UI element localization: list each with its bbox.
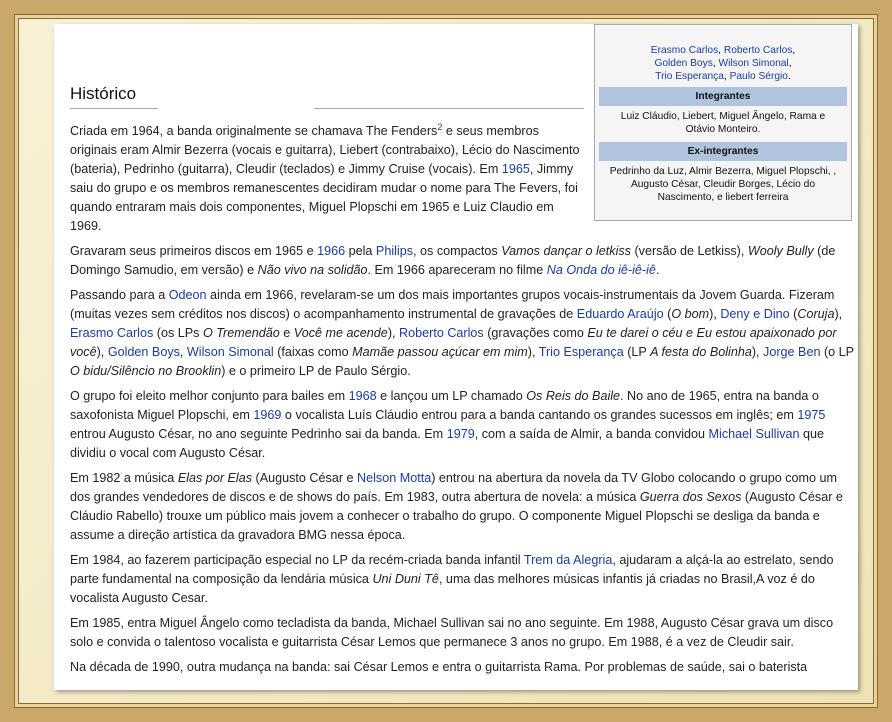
section-title: Histórico bbox=[70, 84, 137, 103]
article-body bbox=[70, 122, 856, 683]
article-text: ) e o primeiro LP de Paulo Sérgio. bbox=[221, 364, 411, 378]
article-text: Wooly Bully bbox=[747, 244, 814, 258]
infobox-link-paulo-sergio[interactable]: Paulo Sérgio bbox=[729, 71, 788, 82]
infobox-link-trio-esperanca[interactable]: Trio Esperança bbox=[655, 71, 724, 82]
article-paragraph bbox=[70, 286, 856, 381]
article-link[interactable]: 1969 bbox=[253, 408, 282, 422]
article-link[interactable]: Michael Sullivan bbox=[708, 427, 800, 441]
article-paragraph bbox=[70, 387, 856, 463]
article-text: O Tremendão bbox=[202, 326, 280, 340]
article-text: ), bbox=[751, 345, 764, 359]
article-text: que dividiu o vocal com Augusto César. bbox=[70, 427, 825, 460]
article-link[interactable]: Wilson Simonal bbox=[186, 345, 274, 359]
article-text: (de Domingo Samudio, em versão) e bbox=[70, 244, 836, 277]
article-link[interactable]: Nelson Motta bbox=[357, 471, 432, 485]
article-text: Elas por Elas bbox=[177, 471, 253, 485]
article-text: ), bbox=[96, 345, 108, 359]
article-text: A festa do Bolinha bbox=[650, 345, 752, 359]
article-text: , bbox=[179, 345, 187, 359]
article-text: ( bbox=[663, 307, 672, 321]
article-text: ) entrou na abertura da novela da TV Globo colocando o grupo como um dos grandes vendedores de discos e de shows do país. Em 1983, outra abertura de novela: a música bbox=[70, 471, 838, 504]
article-text: (os LPs bbox=[153, 326, 203, 340]
article-link[interactable]: 1968 bbox=[348, 389, 377, 403]
article-text: O bom bbox=[671, 307, 710, 321]
article-text: Eu te darei o céu e Eu estou apaixonado por você bbox=[70, 326, 837, 359]
article-text: Não vivo na solidão bbox=[257, 263, 368, 277]
article-text: Você me acende bbox=[293, 326, 388, 340]
article-text: ), bbox=[387, 326, 400, 340]
article-text: O grupo foi eleito melhor conjunto para bailes em bbox=[70, 389, 349, 403]
article-text: (faixas como bbox=[273, 345, 353, 359]
article-text: Vamos dançar o letkiss bbox=[501, 244, 631, 258]
infobox-heading-ex-integrantes: Ex-integrantes bbox=[599, 142, 847, 161]
article-paragraph bbox=[70, 242, 838, 280]
article-link[interactable]: Erasmo Carlos bbox=[70, 326, 154, 340]
article-text: Mamãe passou açúcar em mim bbox=[352, 345, 528, 359]
article-link[interactable]: 2 bbox=[437, 121, 443, 132]
article-link[interactable]: Odeon bbox=[168, 288, 207, 302]
article-link[interactable]: Roberto Carlos bbox=[399, 326, 484, 340]
article-text: Guerra dos Sexos bbox=[639, 490, 742, 504]
article-link[interactable]: 1965 bbox=[501, 162, 530, 176]
article-text: Em 1984, ao fazerem participação especial no LP da recém-criada banda infantil bbox=[70, 553, 524, 567]
article-text: Passando para a bbox=[70, 288, 169, 302]
article-text: (o LP bbox=[820, 345, 854, 359]
article-text: ainda em 1966, revelaram-se um dos mais importantes grupos vocais-instrumentais da Jovem Guarda. Fizeram (muitas vezes sem créditos nos discos) o acompanhamento instrumental de gravações de bbox=[70, 288, 835, 321]
article-text: O bidu/Silêncio no Brooklin bbox=[70, 364, 222, 378]
article-text: , ajudaram a alçá-la ao estrelato, sendo parte fundamental na composição da lendária música bbox=[70, 553, 834, 586]
article-text: . No ano de 1965, entra na banda o saxofonista Miguel Plopschi, em bbox=[70, 389, 819, 422]
article-text: pela bbox=[345, 244, 376, 258]
article-text: , uma das melhores músicas infantis já criadas no Brasil,A voz é do vocalista Augusto Cesar. bbox=[70, 572, 815, 605]
article-link[interactable]: Trio Esperança bbox=[538, 345, 624, 359]
article-link[interactable]: Eduardo Araújo bbox=[576, 307, 664, 321]
article-link[interactable]: 1975 bbox=[797, 408, 826, 422]
article-paragraph bbox=[70, 469, 856, 545]
article-text: , os compactos bbox=[413, 244, 502, 258]
article-text: Em 1982 a música bbox=[70, 471, 178, 485]
section-rule bbox=[70, 108, 158, 109]
article-text: (Augusto César e Cláudio Rabello) trouxe um público mais jovem a conhecer o trabalho do grupo. O componente Miguel Plopschi se desliga da banda e assume a direção artística da gravadora BMG nessa época. bbox=[70, 490, 843, 542]
infobox-link-erasmo-carlos[interactable]: Erasmo Carlos bbox=[650, 45, 719, 56]
infobox-heading-integrantes: Integrantes bbox=[599, 87, 847, 106]
article-text: ), bbox=[709, 307, 721, 321]
infobox-ex-integrantes: Pedrinho da Luz, Almir Bezerra, Miguel Plopschi, , Augusto César, Cleudir Borges, Lécio do Nascimento, e liebert ferreira bbox=[609, 166, 837, 203]
article-text: entrou Augusto César, no ano seguinte Pedrinho sai da banda. Em bbox=[70, 427, 447, 441]
article-text: o vocalista Luís Cláudio entrou para a banda cantando os grandes sucessos em inglês; em bbox=[281, 408, 798, 422]
article-link[interactable]: Philips bbox=[375, 244, 414, 258]
infobox-link-wilson-simonal[interactable]: Wilson Simonal bbox=[718, 58, 789, 69]
article-text: (Augusto César e bbox=[252, 471, 358, 485]
article-text: e seus membros originais eram Almir Bezerra (vocais e guitarra), Liebert (contrabaixo), Lécio do Nascimento (bateria), Pedrinho (guitarra), Cleudir (teclados) e Jimmy Cruise (vocais). Em bbox=[70, 124, 580, 176]
article-paragraph bbox=[70, 551, 856, 608]
article-paragraph bbox=[70, 614, 856, 652]
article-link[interactable]: 1966 bbox=[317, 244, 346, 258]
article-text: (LP bbox=[623, 345, 651, 359]
article-text: e bbox=[279, 326, 294, 340]
article-text: Na década de 1990, outra mudança na banda: sai César Lemos e entra o guitarrista Rama. Por problemas de saúde, sai o baterista bbox=[70, 660, 808, 674]
article-text: Coruja bbox=[797, 307, 835, 321]
article-text: ), bbox=[527, 345, 539, 359]
article-text: Uni Duni Tê bbox=[372, 572, 439, 586]
article-link[interactable]: Deny e Dino bbox=[720, 307, 790, 321]
article-text: Os Reis do Baile bbox=[526, 389, 621, 403]
article-text: , Jimmy saiu do grupo e os membros remanescentes decidiram mudar o nome para The Fevers, foi quando entraram mais dois componentes, Miguel Plopschi em 1965 e Luiz Claudio em 1969. bbox=[70, 162, 578, 233]
article-link[interactable]: Trem da Alegria bbox=[523, 553, 613, 567]
article-text: Criada em 1964, a banda originalmente se chamava The Fenders bbox=[70, 124, 438, 138]
article-text: ( bbox=[789, 307, 798, 321]
article-page bbox=[54, 24, 858, 690]
article-text: , com a saída de Almir, a banda convidou bbox=[474, 427, 709, 441]
infobox-associated-acts: Erasmo Carlos, Roberto Carlos, Golden Boys, Wilson Simonal, Trio Esperança, Paulo Sérgio. bbox=[650, 45, 796, 82]
article-text: (versão de Letkiss), bbox=[630, 244, 748, 258]
article-text: (gravações como bbox=[483, 326, 588, 340]
article-paragraph bbox=[70, 122, 582, 236]
article-text: Gravaram seus primeiros discos em 1965 e bbox=[70, 244, 318, 258]
article-paragraph bbox=[70, 658, 856, 677]
article-text: e lançou um LP chamado bbox=[376, 389, 527, 403]
infobox-integrantes: Luiz Cláudio, Liebert, Miguel Ângelo, Rama e Otávio Monteiro. bbox=[620, 111, 826, 135]
infobox-link-golden-boys[interactable]: Golden Boys bbox=[654, 58, 713, 69]
article-text: . bbox=[655, 263, 660, 277]
article-link[interactable]: Golden Boys bbox=[107, 345, 180, 359]
infobox-link-roberto-carlos[interactable]: Roberto Carlos bbox=[723, 45, 793, 56]
article-text: Em 1985, entra Miguel Ângelo como tecladista da banda, Michael Sullivan sai no ano seguinte. Em 1988, Augusto César grava um disco solo e convida o talentoso vocalista e guitarrista César Lemos que permanece 3 anos no grupo. Em 1988, é a vez de Cleudir sair. bbox=[70, 616, 834, 649]
article-link[interactable]: Jorge Ben bbox=[763, 345, 821, 359]
article-text: ), bbox=[834, 307, 843, 321]
article-link[interactable]: Na Onda do iê-iê-iê bbox=[546, 263, 656, 277]
article-text: . Em 1966 apareceram no filme bbox=[367, 263, 547, 277]
section-rule-right bbox=[314, 108, 584, 109]
article-link[interactable]: 1979 bbox=[446, 427, 475, 441]
